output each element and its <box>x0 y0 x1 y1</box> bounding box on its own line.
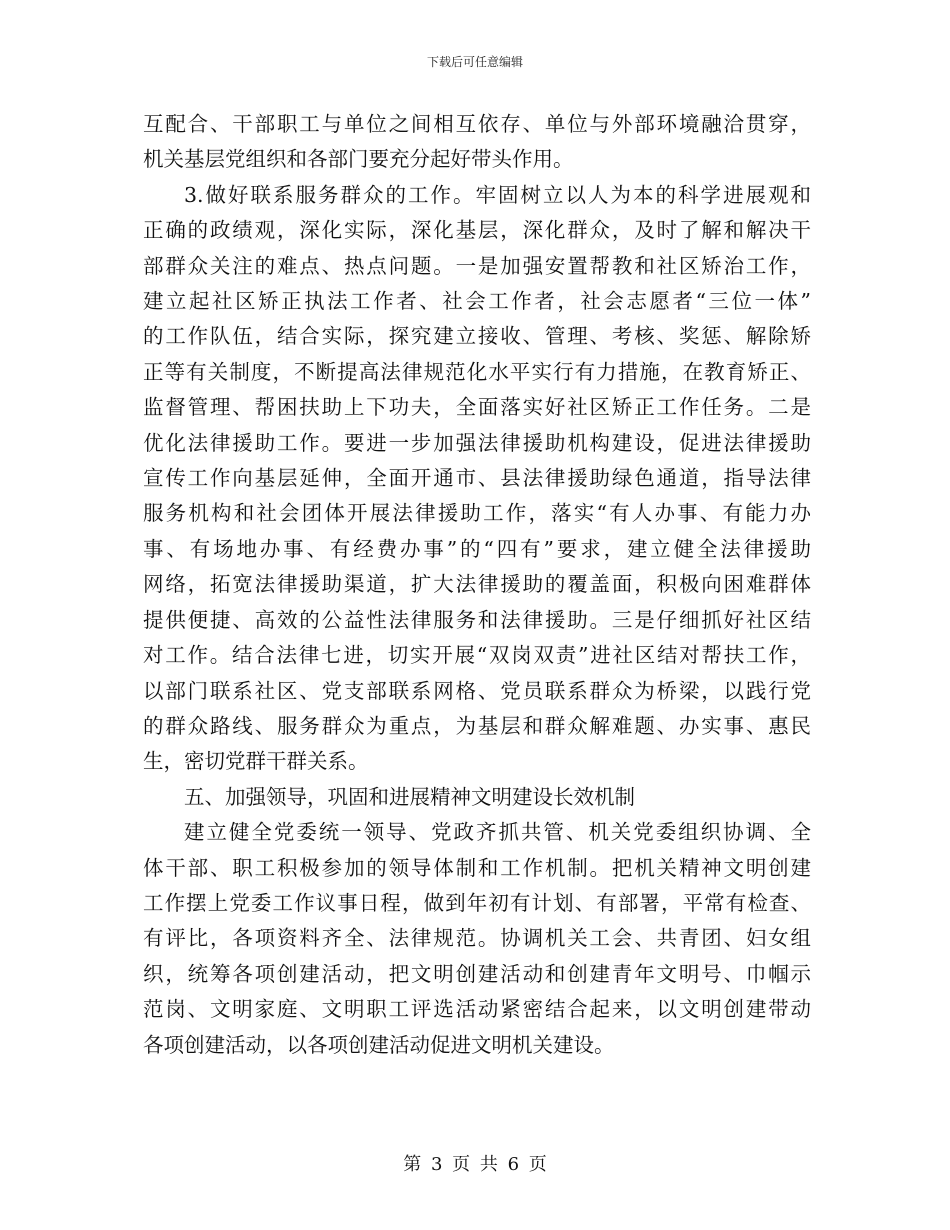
text-line: 事、有场地办事、有经费办事”的“四有”要求，建立健全法律援助 <box>143 536 811 561</box>
text-line: 服务机构和社会团体开展法律援助工作，落实“有人办事、有能力办 <box>143 501 811 526</box>
paragraph-item-3 <box>143 178 811 780</box>
text-line: 3.做好联系服务群众的工作。牢固树立以人为本的科学进展观和 <box>184 182 811 207</box>
text-line: 建立健全党委统一领导、党政齐抓共管、机关党委组织协调、全 <box>184 820 811 845</box>
text-line: 建立起社区矫正执法工作者、社会工作者，社会志愿者“三位一体” <box>143 289 811 314</box>
page-header: 下载后可任意编辑 <box>426 55 523 69</box>
text-line: 各项创建活动，以各项创建活动促进文明机关建设。 <box>143 1032 615 1057</box>
text-line: 的群众路线、服务群众为重点，为基层和群众解难题、办实事、惠民 <box>143 713 811 738</box>
text-line: 体干部、职工积极参加的领导体制和工作机制。把机关精神文明创建 <box>143 855 811 880</box>
text-line: 织，统筹各项创建活动，把文明创建活动和创建青年文明号、巾帼示 <box>143 961 811 986</box>
text-line: 宣传工作向基层延伸，全面开通市、县法律援助绿色通道，指导法律 <box>143 466 811 491</box>
text-line: 对工作。结合法律七进，切实开展“双岗双责”进社区结对帮扶工作， <box>143 643 811 668</box>
text-line: 工作摆上党委工作议事日程，做到年初有计划、有部署，平常有检查、 <box>143 890 811 915</box>
paragraph-continuation <box>143 107 811 178</box>
text-line: 优化法律援助工作。要进一步加强法律援助机构建设，促进法律援助 <box>143 430 811 455</box>
paragraph-leadership <box>143 815 811 1063</box>
text-line: 正确的政绩观，深化实际，深化基层，深化群众，及时了解和解决干 <box>143 218 811 243</box>
text-line: 以部门联系社区、党支部联系网格、党员联系群众为桥梁，以践行党 <box>143 678 811 703</box>
text-line: 的工作队伍，结合实际，探究建立接收、管理、考核、奖惩、解除矫 <box>143 324 811 349</box>
text-line: 互配合、干部职工与单位之间相互依存、单位与外部环境融洽贯穿， <box>143 112 811 136</box>
text-line: 有评比，各项资料齐全、法律规范。协调机关工会、共青团、妇女组 <box>143 926 811 951</box>
text-line: 网络，拓宽法律援助渠道，扩大法律援助的覆盖面，积极向困难群体 <box>143 572 811 597</box>
text-line: 范岗、文明家庭、文明职工评选活动紧密结合起来，以文明创建带动 <box>143 997 811 1022</box>
text-line: 提供便捷、高效的公益性法律服务和法律援助。三是仔细抓好社区结 <box>143 607 811 632</box>
document-body <box>143 107 811 1063</box>
text-line: 部群众关注的难点、热点问题。一是加强安置帮教和社区矫治工作， <box>143 253 811 278</box>
text-line: 监督管理、帮困扶助上下功夫，全面落实好社区矫正工作任务。二是 <box>143 395 811 420</box>
section-heading <box>143 780 811 815</box>
page-number: 第 3 页 共 6 页 <box>403 1154 547 1175</box>
text-line: 生，密切党群干群关系。 <box>143 749 369 774</box>
heading-text: 五、加强领导，巩固和进展精神文明建设长效机制 <box>184 784 635 809</box>
text-line: 机关基层党组织和各部门要充分起好带头作用。 <box>143 147 574 172</box>
text-line: 正等有关制度，不断提高法律规范化水平实行有力措施，在教育矫正、 <box>143 359 811 384</box>
